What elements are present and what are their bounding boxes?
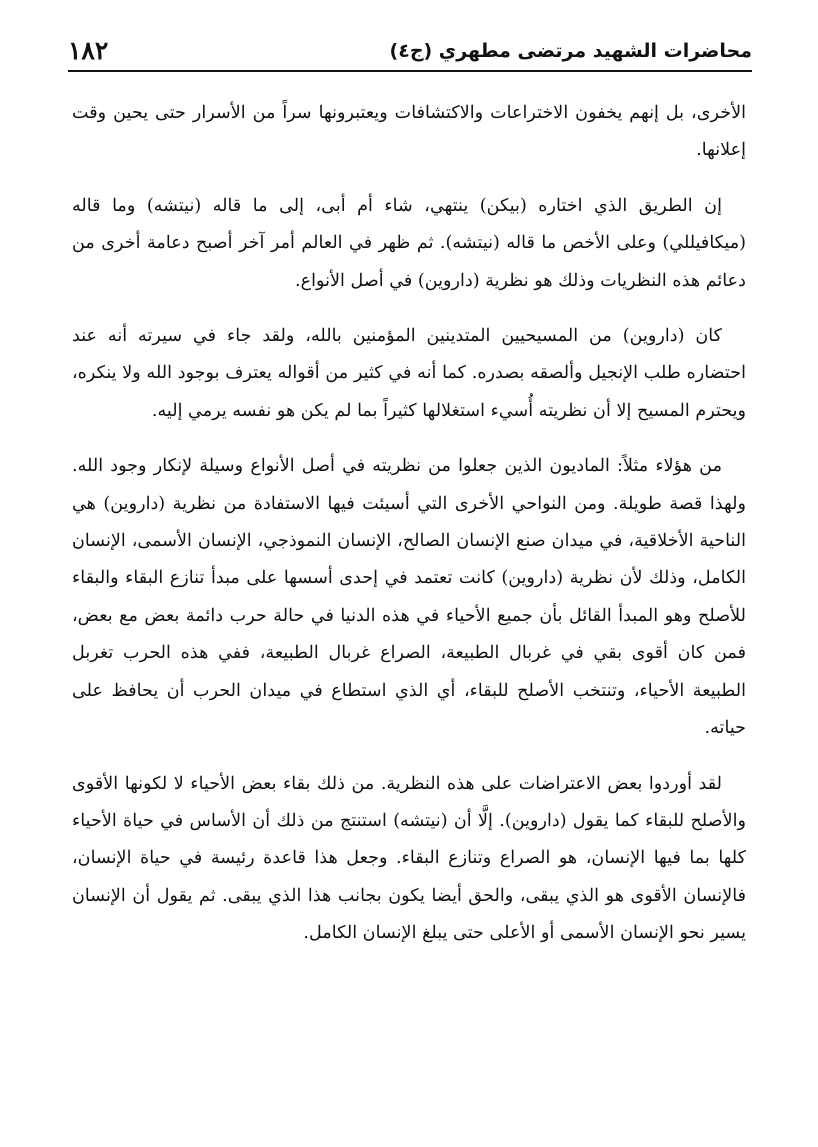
page-number: ١٨٢	[68, 36, 109, 65]
paragraph-3: كان (داروين) من المسيحيين المتدينين المؤمنين بالله، ولقد جاء في سيرته أنه عند احتضاره طلب الإنجيل وألصقه بصدره. كما أنه في كثير من أقواله يعترف بوجود الله ولا ينكره، ويحترم المسيح إلا أن نظريته أُسيء استغلالها كثيراً بما لم يكن هو نفسه يرمي إليه.	[72, 326, 746, 421]
paragraph-1: الأخرى، بل إنهم يخفون الاختراعات والاكتشافات ويعتبرونها سراً من الأسرار حتى يحين وقت إعلانها.	[72, 103, 746, 161]
page-header	[68, 28, 752, 68]
body-text	[72, 95, 746, 971]
paragraph-5: لقد أوردوا بعض الاعتراضات على هذه النظرية. من ذلك بقاء بعض الأحياء لا لكونها الأقوى والأصلح للبقاء كما يقول (داروين). إلَّا أن (نيتشه) استنتج من ذلك أن الأساس في حياة الأحياء كلها بما فيها الإنسان، هو الصراع وتنازع البقاء. وجعل هذا قاعدة رئيسة في حياة الإنسان، فالإنسان الأقوى هو الذي يبقى، والحق أيضا يكون بجانب هذا الذي يبقى. ثم يقول أن الإنسان يسير نحو الإنسان الأسمى أو الأعلى حتى يبلغ الإنسان الكامل.	[72, 773, 746, 944]
running-title: محاضرات الشهيد مرتضى مطهري (ج٤)	[389, 40, 752, 62]
header-divider	[68, 70, 752, 72]
paragraph-4: من هؤلاء مثلاً: الماديون الذين جعلوا من نظريته في أصل الأنواع وسيلة لإنكار وجود الله. ولهذا قصة طويلة. ومن النواحي الأخرى التي أسيئت فيها الاستفادة من نظرية (داروين) هي الناحية الأخلاقية، في ميدان صنع الإنسان الصالح، الإنسان النموذجي، الإنسان الأسمى، الإنسان الكامل، وذلك لأن نظرية (داروين) كانت تعتمد في إحدى أسسها على مبدأ تنازع البقاء والبقاء للأصلح وهو المبدأ القائل بأن جميع الأحياء في هذه الدنيا في حالة حرب دائمة بعض مع بعض، فمن كان أقوى بقي في غربال الطبيعة، الصراع غربال الطبيعة، ففي هذه الحرب تغربل الطبيعة الأحياء، وتنتخب الأصلح للبقاء، أي الذي استطاع في ميدان الحرب أن يحافظ على حياته.	[72, 456, 746, 739]
paragraph-2: إن الطريق الذي اختاره (بيكن) ينتهي، شاء أم أبى، إلى ما قاله (نيتشه) وما قاله (ميكافيللي) وعلى الأخص ما قاله (نيتشه). ثم ظهر في العالم أمر آخر أصبح دعامة أخرى من دعائم هذه النظريات وذلك هو نظرية (داروين) في أصل الأنواع.	[72, 195, 746, 291]
